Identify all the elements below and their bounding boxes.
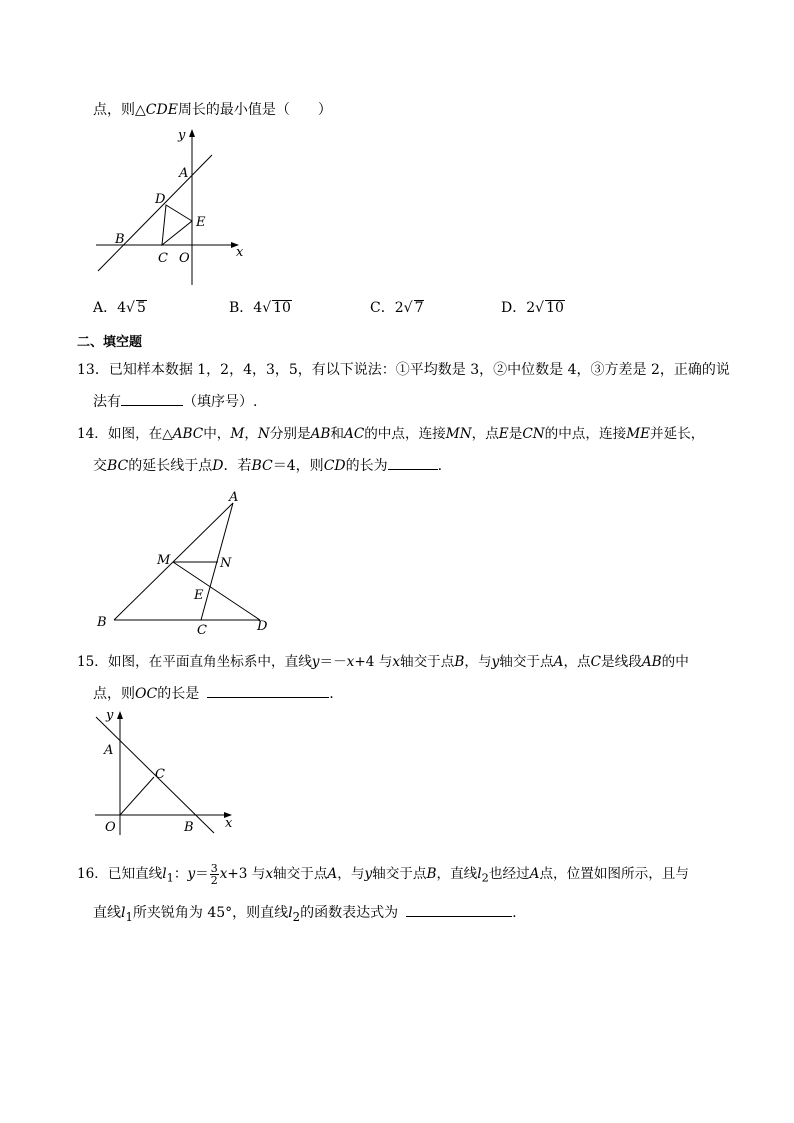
q13-line1: 13．已知样本数据 1，2，4，3，5，有以下说法：①平均数是 3，②中位数是 4，③方差是 2，正确的说: [77, 362, 730, 378]
q15-answer-blank[interactable]: [207, 685, 329, 698]
q12-label-O: O: [179, 251, 190, 266]
q16-fraction: $\frac{3}{2}$: [210, 862, 218, 887]
q12-label-D: D: [155, 192, 166, 207]
q14-label-D: D: [257, 619, 268, 634]
q14-figure: [90, 485, 280, 640]
q15-label-A: A: [104, 743, 114, 758]
q12-figure: [90, 125, 250, 290]
q15-line1: 15．如图，在平面直角坐标系中，直线y＝－x+4 与x轴交于点B，与y轴交于点A，点C是线段AB的中: [77, 654, 689, 670]
q13-line2: 法有 （填序号）.: [93, 394, 258, 410]
q15-label-x: x: [225, 816, 233, 831]
q12-label-C: C: [158, 251, 168, 266]
q12-option-c[interactable]: C．2√ 7: [370, 300, 424, 316]
q14-label-E: E: [194, 588, 204, 603]
section-title: 二、填空题: [77, 335, 143, 350]
q14-label-B: B: [97, 615, 107, 630]
q12-option-b[interactable]: B．4√ 10: [229, 300, 291, 316]
q16-answer-blank[interactable]: [406, 904, 512, 917]
q14-answer-blank[interactable]: [388, 457, 438, 470]
q15-label-O: O: [105, 820, 116, 835]
q15-label-C: C: [155, 767, 165, 782]
q13-answer-blank[interactable]: [121, 393, 183, 406]
q12-option-a[interactable]: A．4√ 5: [93, 300, 146, 316]
q14-line1: 14．如图，在△ABC中，M，N分别是AB和AC的中点，连接MN，点E是CN的中点，连接ME并延长，: [77, 426, 705, 442]
q14-label-N: N: [220, 556, 232, 571]
q14-label-M: M: [157, 553, 171, 568]
q14-label-A: A: [229, 490, 239, 505]
q15-label-B: B: [184, 820, 194, 835]
q15-label-y: y: [106, 708, 114, 723]
q14-line2: 交BC的延长线于点D．若BC＝4，则CD的长为 .: [93, 458, 443, 474]
q15-line2: 点，则OC的长是 .: [93, 686, 334, 702]
q12-label-x: x: [236, 245, 244, 260]
q12-option-d[interactable]: D．2√ 10: [501, 300, 564, 316]
q14-label-C: C: [197, 623, 207, 638]
q16-line2: 直线$l_1$所夹锐角为 45°，则直线$l_2$的函数表达式为 .: [93, 905, 517, 924]
q16-line1: 16．已知直线$l_1$：y＝ $\frac{3}{2}$ x+3 与x轴交于点A，与y轴交于点B，直线$l_2$也经过A点，位置如图所示，且与: [77, 862, 689, 887]
q12-label-y: y: [178, 128, 186, 143]
q12-label-A: A: [179, 166, 189, 181]
q12-stem: 点，则△CDE周长的最小值是（ ）: [93, 102, 332, 118]
q12-label-E: E: [196, 215, 206, 230]
q15-figure: [90, 705, 250, 840]
q12-label-B: B: [115, 232, 125, 247]
